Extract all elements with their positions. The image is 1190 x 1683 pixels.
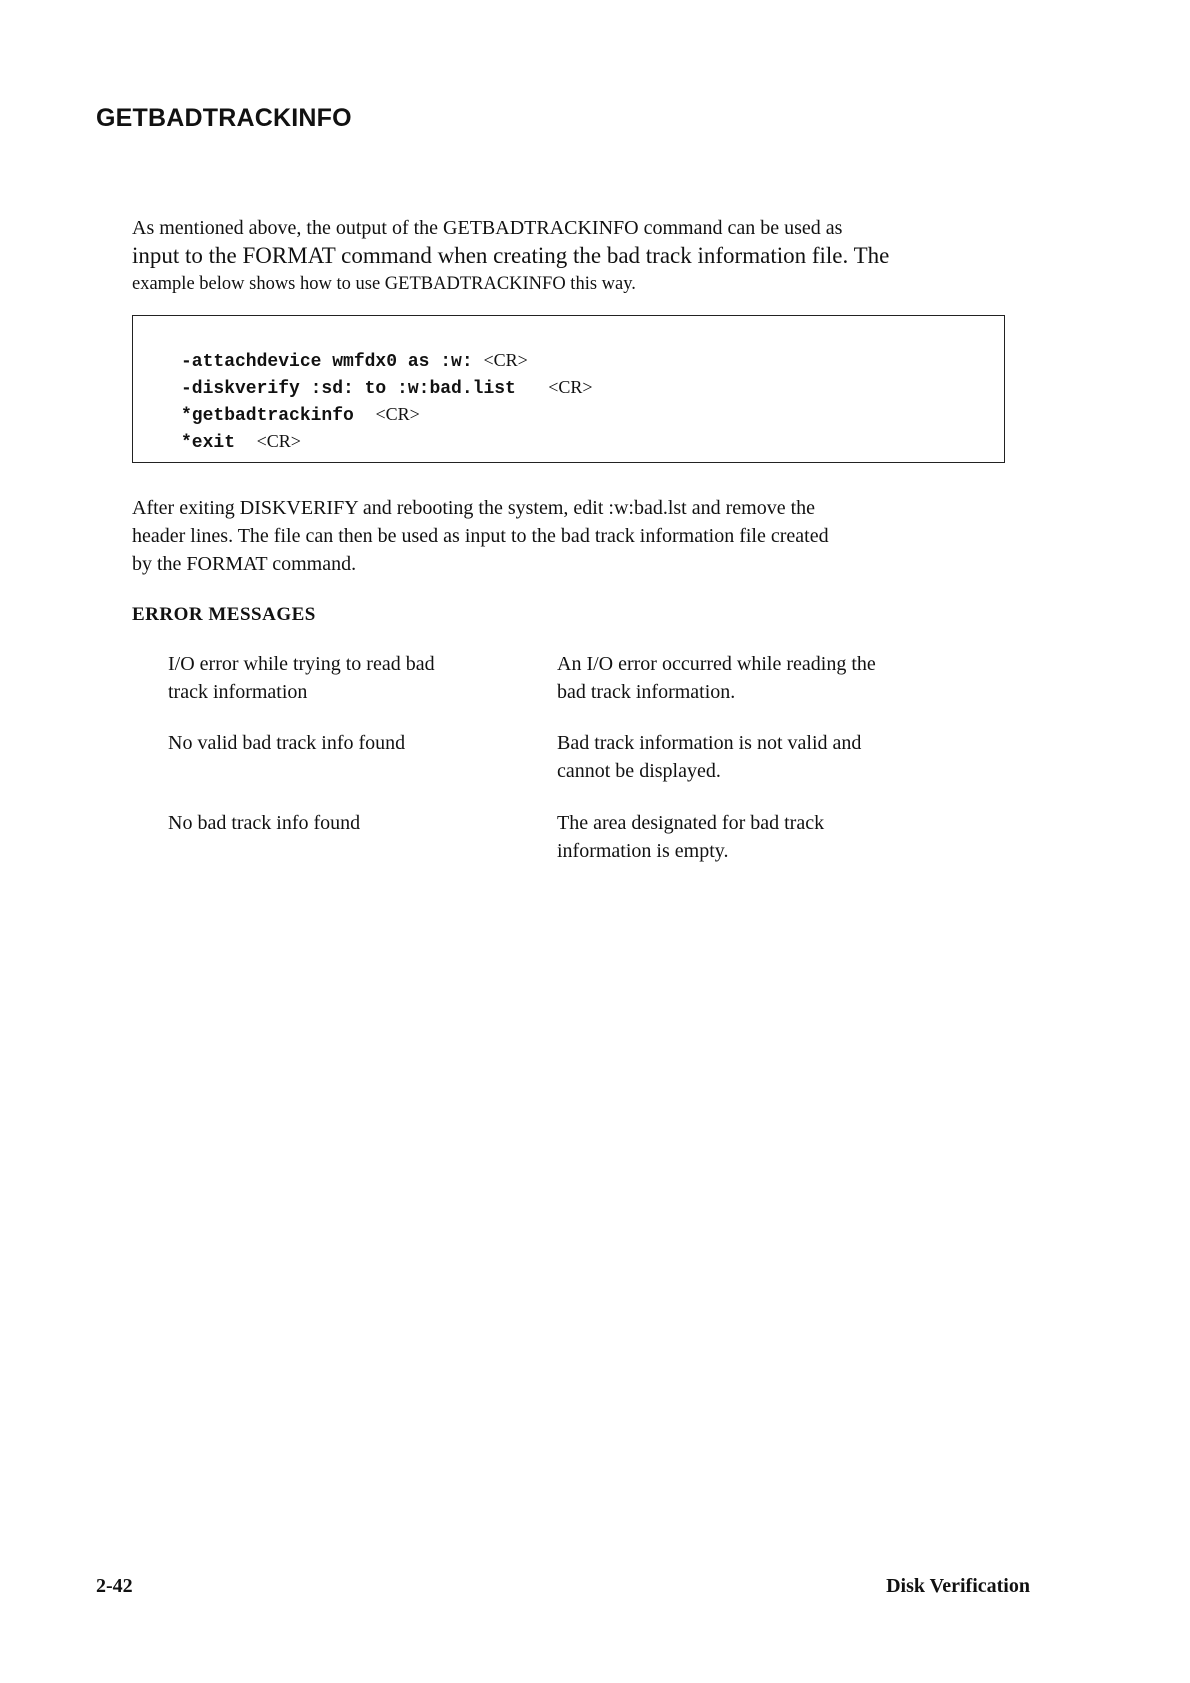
error-description-line: Bad track information is not valid and — [557, 732, 862, 754]
error-description-line: bad track information. — [557, 681, 736, 703]
error-description-line: information is empty. — [557, 840, 729, 862]
error-description — [557, 729, 977, 785]
error-description-line: cannot be displayed. — [557, 760, 721, 782]
intro-line: As mentioned above, the output of the GETBADTRACKINFO command can be used as — [132, 217, 843, 239]
error-description-line: The area designated for bad track — [557, 812, 825, 834]
after-line: After exiting DISKVERIFY and rebooting the system, edit :w:bad.lst and remove the — [132, 497, 816, 519]
error-description-line: An I/O error occurred while reading the — [557, 653, 876, 675]
error-message — [168, 650, 538, 706]
carriage-return-key: <CR> — [483, 350, 528, 370]
carriage-return-key: <CR> — [256, 431, 301, 451]
code-line — [181, 402, 593, 429]
error-description — [557, 650, 977, 706]
code-line — [181, 429, 593, 456]
error-message-line: I/O error while trying to read bad — [168, 653, 435, 675]
intro-line: example below shows how to use GETBADTRACKINFO this way. — [132, 274, 636, 294]
after-line: by the FORMAT command. — [132, 553, 357, 575]
error-message-line: No valid bad track info found — [168, 732, 406, 754]
error-message-line: No bad track info found — [168, 812, 361, 834]
after-paragraph — [132, 494, 1012, 578]
error-message-line: track information — [168, 681, 308, 703]
code-line — [181, 348, 593, 375]
intro-line: input to the FORMAT command when creating the bad track information file. The — [132, 243, 890, 268]
code-command: -attachdevice wmfdx0 as :w: — [181, 352, 484, 372]
carriage-return-key: <CR> — [548, 377, 593, 397]
error-message — [168, 809, 538, 837]
page-number: 2-42 — [96, 1575, 133, 1597]
section-name: Disk Verification — [886, 1575, 1030, 1597]
code-example-box — [132, 315, 1005, 463]
error-messages-heading: ERROR MESSAGES — [132, 604, 316, 625]
after-line: header lines. The file can then be used as input to the bad track information file created — [132, 525, 829, 547]
code-command: *getbadtrackinfo — [181, 406, 376, 426]
carriage-return-key: <CR> — [375, 404, 420, 424]
intro-paragraph — [132, 214, 1012, 298]
page-title: GETBADTRACKINFO — [96, 104, 352, 132]
code-command: -diskverify :sd: to :w:bad.list — [181, 379, 549, 399]
error-message — [168, 729, 538, 757]
code-command: *exit — [181, 433, 257, 453]
error-description — [557, 809, 977, 865]
code-listing — [181, 348, 593, 456]
code-line — [181, 375, 593, 402]
